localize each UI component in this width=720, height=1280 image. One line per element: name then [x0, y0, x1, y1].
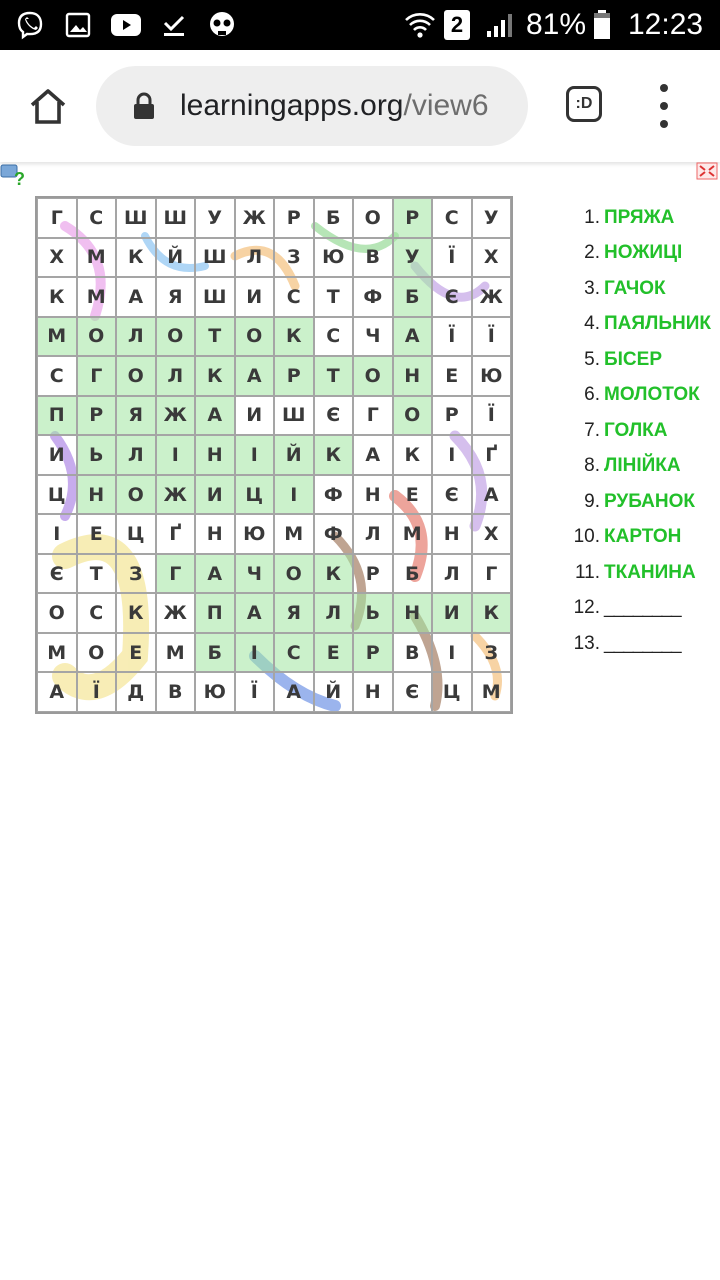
word-text: ПАЯЛЬНИК — [604, 313, 711, 335]
word-number: 4. — [584, 313, 600, 335]
home-button[interactable] — [22, 82, 74, 130]
grid-cell[interactable]: Н — [195, 435, 235, 475]
grid-cell[interactable]: Ж — [156, 396, 196, 436]
grid-cell[interactable]: Х — [37, 238, 77, 278]
battery-icon — [590, 9, 614, 41]
grid-cell[interactable]: И — [195, 475, 235, 515]
grid-cell[interactable]: Ж — [156, 475, 196, 515]
grid-cell[interactable]: Ж — [235, 198, 275, 238]
grid-cell[interactable]: И — [37, 435, 77, 475]
tab-switcher-button[interactable] — [566, 86, 602, 122]
word-number: 12. — [573, 597, 600, 619]
word-list-item — [560, 591, 720, 627]
grid-cell[interactable]: Е — [432, 356, 472, 396]
grid-cell[interactable]: Ш — [274, 396, 314, 436]
word-list-item — [560, 200, 720, 236]
grid-cell[interactable]: К — [116, 593, 156, 633]
grid-cell[interactable]: Б — [393, 554, 433, 594]
grid-cell[interactable]: І — [37, 514, 77, 554]
grid-cell[interactable]: Ц — [37, 475, 77, 515]
grid-cell[interactable]: Ю — [314, 238, 354, 278]
lock-icon — [130, 92, 158, 120]
grid-cell[interactable]: З — [274, 238, 314, 278]
grid-cell[interactable]: Е — [116, 633, 156, 673]
grid-cell[interactable]: К — [116, 238, 156, 278]
tab-switcher-label: :D — [575, 95, 593, 112]
grid-cell[interactable]: Р — [274, 198, 314, 238]
grid-cell[interactable]: О — [156, 317, 196, 357]
grid-cell[interactable]: Ї — [432, 317, 472, 357]
grid-cell[interactable]: А — [274, 672, 314, 712]
grid-cell[interactable]: Ч — [353, 317, 393, 357]
grid-cell[interactable]: Ї — [432, 238, 472, 278]
grid-cell[interactable]: С — [274, 277, 314, 317]
grid-cell[interactable]: О — [274, 554, 314, 594]
sim-badge: 2 — [450, 12, 464, 37]
grid-cell[interactable]: Л — [116, 435, 156, 475]
word-text: РУБАНОК — [604, 490, 695, 512]
grid-cell[interactable]: Г — [472, 554, 512, 594]
grid-cell[interactable]: Ц — [432, 672, 472, 712]
grid-cell[interactable]: Ь — [353, 593, 393, 633]
word-text: БІСЕР — [604, 348, 663, 370]
grid-cell[interactable]: Ї — [472, 396, 512, 436]
grid-cell[interactable]: М — [274, 514, 314, 554]
grid-cell[interactable]: Є — [37, 554, 77, 594]
grid-cell[interactable]: К — [393, 435, 433, 475]
word-number: 5. — [584, 348, 600, 370]
grid-cell[interactable]: Ф — [314, 514, 354, 554]
grid-cell[interactable]: С — [77, 593, 117, 633]
word-text: ЛІНІЙКА — [604, 455, 681, 477]
grid-cell[interactable]: Р — [432, 396, 472, 436]
url-text[interactable] — [180, 86, 510, 126]
grid-cell[interactable]: Ю — [472, 356, 512, 396]
dot — [660, 84, 668, 92]
grid-cell[interactable]: Ж — [156, 593, 196, 633]
grid-cell[interactable]: Ї — [77, 672, 117, 712]
grid-cell[interactable]: С — [37, 356, 77, 396]
grid-cell[interactable]: І — [432, 435, 472, 475]
youtube-icon — [110, 9, 142, 41]
grid-cell[interactable]: В — [353, 238, 393, 278]
grid-cell[interactable]: Ч — [235, 554, 275, 594]
gallery-icon — [62, 9, 94, 41]
wifi-icon — [404, 9, 436, 41]
word-list-item — [560, 307, 720, 343]
grid-cell[interactable]: Д — [116, 672, 156, 712]
word-list-item — [560, 626, 720, 662]
grid-cell[interactable]: Н — [77, 475, 117, 515]
grid-cell[interactable]: Ґ — [156, 514, 196, 554]
grid-cell[interactable]: І — [235, 435, 275, 475]
grid-cell[interactable]: Г — [156, 554, 196, 594]
grid-cell[interactable]: И — [235, 277, 275, 317]
grid-cell[interactable]: Л — [116, 317, 156, 357]
word-number: 11. — [574, 561, 600, 583]
grid-cell[interactable]: Ш — [156, 198, 196, 238]
help-icon[interactable] — [0, 162, 26, 188]
grid-cell[interactable]: Й — [156, 238, 196, 278]
grid-cell[interactable]: Є — [393, 672, 433, 712]
grid-cell[interactable]: Н — [353, 672, 393, 712]
grid-cell[interactable]: Л — [353, 514, 393, 554]
word-number: 7. — [584, 419, 600, 441]
grid-cell[interactable]: Л — [432, 554, 472, 594]
word-list-item — [560, 236, 720, 272]
grid-cell[interactable]: О — [353, 198, 393, 238]
dot — [660, 102, 668, 110]
grid-cell[interactable]: Ш — [195, 277, 235, 317]
word-text: ГОЛКА — [604, 419, 668, 441]
grid-cell[interactable]: О — [353, 356, 393, 396]
grid-cell[interactable]: Г — [77, 356, 117, 396]
grid-cell[interactable]: К — [37, 277, 77, 317]
grid-cell[interactable]: Р — [353, 633, 393, 673]
dot — [660, 120, 668, 128]
grid-cell[interactable]: К — [314, 435, 354, 475]
word-number: 13. — [573, 632, 600, 654]
grid-cell[interactable]: А — [116, 277, 156, 317]
word-text: ПРЯЖА — [604, 206, 675, 228]
word-text: МОЛОТОК — [604, 384, 700, 406]
word-list-item — [560, 449, 720, 485]
grid-cell[interactable]: Ю — [235, 514, 275, 554]
grid-cell[interactable]: І — [156, 435, 196, 475]
grid-cell[interactable]: Є — [432, 277, 472, 317]
grid-cell[interactable]: Е — [77, 514, 117, 554]
grid-cell[interactable]: Н — [432, 514, 472, 554]
word-text: КАРТОН — [604, 526, 682, 548]
grid-cell[interactable]: Г — [37, 198, 77, 238]
word-text: ТКАНИНА — [604, 561, 696, 583]
grid-cell[interactable]: М — [37, 317, 77, 357]
grid-cell[interactable]: К — [195, 356, 235, 396]
grid-cell[interactable]: І — [235, 633, 275, 673]
grid-cell[interactable]: Ф — [314, 475, 354, 515]
browser-toolbar — [0, 50, 720, 162]
grid-cell[interactable]: К — [314, 554, 354, 594]
grid-cell[interactable]: О — [235, 317, 275, 357]
grid-cell[interactable]: Ц — [116, 514, 156, 554]
grid-cell[interactable]: Ф — [353, 277, 393, 317]
skull-app-icon — [206, 9, 238, 41]
grid-cell[interactable]: Ж — [472, 277, 512, 317]
grid-cell[interactable]: С — [274, 633, 314, 673]
grid-cell[interactable]: Т — [195, 317, 235, 357]
grid-cell[interactable]: Й — [314, 672, 354, 712]
url-path: /view6 — [403, 89, 489, 122]
grid-cell[interactable]: Є — [314, 396, 354, 436]
word-list-item — [560, 378, 720, 414]
word-text: НОЖИЦІ — [604, 242, 683, 264]
grid-cell[interactable]: О — [116, 475, 156, 515]
grid-cell[interactable]: З — [472, 633, 512, 673]
grid-cell[interactable]: Р — [77, 396, 117, 436]
word-number: 10. — [573, 526, 600, 548]
grid-cell[interactable]: Г — [353, 396, 393, 436]
grid-cell[interactable]: С — [314, 317, 354, 357]
grid-cell[interactable]: П — [37, 396, 77, 436]
grid-cell[interactable]: В — [393, 633, 433, 673]
grid-cell[interactable]: Н — [393, 356, 433, 396]
grid-cell[interactable]: Й — [274, 435, 314, 475]
word-number: 1. — [584, 206, 600, 228]
grid-cell[interactable]: А — [472, 475, 512, 515]
grid-cell[interactable]: И — [235, 396, 275, 436]
word-text: ________ — [604, 632, 681, 654]
grid-cell[interactable]: Т — [314, 277, 354, 317]
grid-cell[interactable]: Е — [314, 633, 354, 673]
grid-cell[interactable]: Т — [77, 554, 117, 594]
download-done-icon — [158, 9, 190, 41]
word-list-item — [560, 413, 720, 449]
grid-cell[interactable]: М — [77, 277, 117, 317]
word-list-item — [560, 484, 720, 520]
grid-cell[interactable]: Б — [393, 277, 433, 317]
fullscreen-icon[interactable] — [696, 162, 718, 180]
letter-grid[interactable] — [35, 196, 513, 714]
grid-cell[interactable]: Е — [393, 475, 433, 515]
grid-cell[interactable]: М — [472, 672, 512, 712]
grid-cell[interactable]: М — [156, 633, 196, 673]
grid-cell[interactable]: А — [37, 672, 77, 712]
svg-text:?: ? — [14, 169, 25, 188]
grid-cell[interactable]: О — [77, 633, 117, 673]
grid-cell[interactable]: В — [156, 672, 196, 712]
grid-cell[interactable]: З — [116, 554, 156, 594]
grid-cell[interactable]: Ш — [116, 198, 156, 238]
grid-cell[interactable]: Р — [274, 356, 314, 396]
grid-cell[interactable]: І — [432, 633, 472, 673]
grid-cell[interactable]: А — [195, 554, 235, 594]
sim-icon — [444, 10, 470, 40]
grid-cell[interactable]: У — [195, 198, 235, 238]
word-list-item — [560, 342, 720, 378]
overflow-menu-button[interactable] — [650, 84, 678, 128]
grid-cell[interactable]: Ю — [195, 672, 235, 712]
grid-cell[interactable]: Р — [353, 554, 393, 594]
grid-cell[interactable]: М — [77, 238, 117, 278]
grid-cell[interactable]: О — [37, 593, 77, 633]
address-bar[interactable] — [96, 66, 528, 146]
word-list — [560, 200, 720, 662]
grid-cell[interactable]: П — [195, 593, 235, 633]
url-host: learningapps.org — [180, 89, 404, 122]
word-number: 8. — [584, 455, 600, 477]
grid-cell[interactable]: Б — [195, 633, 235, 673]
word-text: ________ — [604, 597, 681, 619]
word-text: ГАЧОК — [604, 277, 666, 299]
word-list-item — [560, 271, 720, 307]
grid-cell[interactable]: А — [393, 317, 433, 357]
word-list-item — [560, 520, 720, 556]
grid-cell[interactable]: У — [472, 198, 512, 238]
grid-cell[interactable]: Ш — [195, 238, 235, 278]
grid-cell[interactable]: Х — [472, 238, 512, 278]
grid-cell[interactable]: К — [472, 593, 512, 633]
status-bar — [0, 0, 720, 50]
word-number: 6. — [584, 384, 600, 406]
grid-cell[interactable]: М — [37, 633, 77, 673]
grid-cell[interactable]: Р — [393, 198, 433, 238]
word-number: 9. — [584, 490, 600, 512]
grid-cell[interactable]: Х — [472, 514, 512, 554]
grid-cell[interactable]: Ї — [235, 672, 275, 712]
grid-cell[interactable]: І — [274, 475, 314, 515]
word-number: 3. — [584, 277, 600, 299]
grid-cell[interactable]: Т — [314, 356, 354, 396]
grid-cell[interactable]: А — [235, 356, 275, 396]
grid-cell[interactable]: Н — [195, 514, 235, 554]
word-search-board — [35, 196, 513, 714]
signal-icon — [484, 9, 516, 41]
clock: 12:23 — [628, 8, 704, 41]
grid-cell[interactable]: Ї — [472, 317, 512, 357]
grid-cell[interactable]: К — [274, 317, 314, 357]
grid-cell[interactable]: И — [432, 593, 472, 633]
grid-cell[interactable]: Л — [235, 238, 275, 278]
grid-cell[interactable]: О — [393, 396, 433, 436]
grid-cell[interactable]: Ь — [77, 435, 117, 475]
grid-cell[interactable]: Ґ — [472, 435, 512, 475]
grid-cell[interactable]: С — [432, 198, 472, 238]
grid-cell[interactable]: Я — [116, 396, 156, 436]
grid-cell[interactable]: Є — [432, 475, 472, 515]
grid-cell[interactable]: А — [353, 435, 393, 475]
word-number: 2. — [584, 242, 600, 264]
battery-percent: 81% — [526, 8, 587, 41]
home-icon — [28, 87, 68, 125]
grid-cell[interactable]: О — [77, 317, 117, 357]
grid-cell[interactable]: М — [393, 514, 433, 554]
grid-cell[interactable]: Л — [156, 356, 196, 396]
grid-cell[interactable]: А — [195, 396, 235, 436]
grid-cell[interactable]: Н — [353, 475, 393, 515]
word-list-item — [560, 555, 720, 591]
grid-cell[interactable]: Л — [314, 593, 354, 633]
grid-cell[interactable]: У — [393, 238, 433, 278]
grid-cell[interactable]: О — [116, 356, 156, 396]
grid-cell[interactable]: С — [77, 198, 117, 238]
grid-cell[interactable]: А — [235, 593, 275, 633]
grid-cell[interactable]: Б — [314, 198, 354, 238]
viber-icon — [14, 9, 46, 41]
grid-cell[interactable]: Я — [156, 277, 196, 317]
grid-cell[interactable]: Я — [274, 593, 314, 633]
grid-cell[interactable]: Ц — [235, 475, 275, 515]
grid-cell[interactable]: Н — [393, 593, 433, 633]
